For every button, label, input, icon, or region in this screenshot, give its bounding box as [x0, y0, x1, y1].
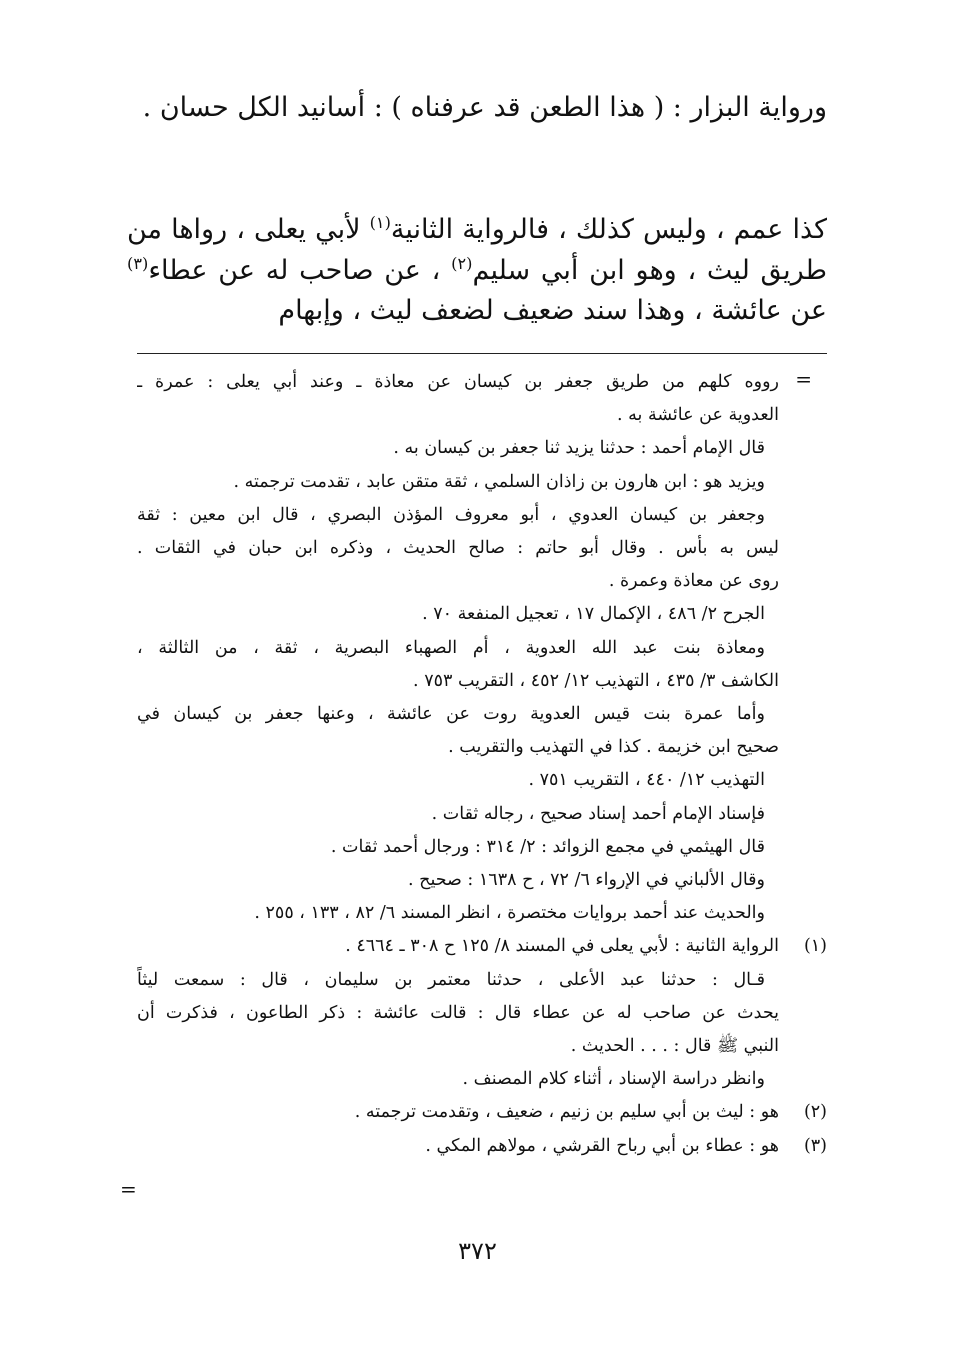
footnote-line-text: قال الإمام أحمد : حدثنا يزيد ثنا جعفر بن كيسان به .: [393, 438, 765, 459]
footnote-line: [137, 432, 827, 465]
footnote-ref-3[interactable]: (٣): [127, 253, 149, 273]
main-paragraph-text: [127, 210, 827, 332]
footnote-line: [137, 764, 827, 797]
footnote-ref-2[interactable]: (٢): [451, 253, 473, 273]
footnote-line-text: يحدث عن صاحب له عن عطاء قال : قالت عائشة : ذكر الطاعون ، فذكرت أن: [137, 1002, 779, 1023]
footnote-line: [137, 1063, 827, 1096]
footnote-line: [137, 698, 827, 731]
top-paragraph: [127, 88, 827, 129]
footnote-line-text: قال الهيثمي في مجمع الزوائد : ٢/ ٣١٤ : ورجال أحمد ثقات .: [330, 836, 765, 857]
continuation-mark-bottom: =: [120, 1177, 137, 1201]
main-text-part-3: ، عن صاحب له عن عطاء: [148, 254, 441, 286]
footnote-line: [137, 466, 827, 499]
footnotes: [137, 366, 827, 1163]
footnote-line: [137, 1130, 827, 1163]
footnote-line-text: صحيح ابن خزيمة . كذا في التهذيب والتقريب .: [448, 737, 779, 758]
footnote-line-text: ويزيد هو : ابن هارون بن زاذان السلمي ، ثقة متقن عابد ، تقدمت ترجمته .: [233, 471, 765, 492]
footnote-line: [137, 632, 827, 665]
footnote-line-text: ومعاذة بنت عبد الله العدوية ، أم الصهباء البصرية ، ثقة ، من الثالثة ،: [137, 637, 765, 658]
footnote-line-text: رووه كلهم من طريق جعفر بن كيسان عن معاذة ـ وعند أبي يعلى : عمرة ـ: [137, 372, 779, 392]
main-paragraph: [127, 210, 827, 332]
main-text-part-1: كذا عمم ، وليس كذلك ، فالرواية الثانية: [390, 214, 827, 245]
footnote-line: [137, 897, 827, 930]
footnote-line-text: الجرح ٢/ ٤٨٦ ، الإكمال ١٧ ، تعجيل المنفعة ٧٠ .: [422, 604, 765, 625]
footnote-line-text: الرواية الثانية : لأبي يعلى في المسند ٨/ ١٢٥ ح ٣٠٨ ـ ٤٦٦٤ .: [345, 936, 779, 957]
footnote-line: [137, 997, 827, 1030]
footnote-line: [137, 1096, 827, 1129]
footnote-line-text: وجعفر بن كيسان العدوي ، أبو معروف المؤذن البصري ، قال ابن معين : ثقة: [137, 504, 765, 525]
footnote-line-text: فإسناد الإمام أحمد إسناد صحيح ، رجاله ثقات .: [431, 803, 765, 824]
footnote-line: [137, 930, 827, 963]
footnote-line: [137, 864, 827, 897]
footnote-line-text: روى عن معاذة وعمرة .: [608, 571, 779, 592]
footnote-number: (٣): [803, 1135, 827, 1156]
footnote-line-text: ليس به بأس . وقال أبو حاتم : صالح الحديث ، وذكره ابن حبان في الثقات .: [137, 538, 779, 559]
main-text-part-4: عن عائشة ، وهذا سند ضعيف لضعف ليث ، وإبهام: [278, 295, 827, 326]
footnote-line: [137, 831, 827, 864]
footnote-line: [137, 1030, 827, 1063]
footnote-number: (٢): [803, 1102, 827, 1123]
footnote-line: [137, 499, 827, 532]
footnote-line: [137, 565, 827, 598]
footnote-line: [137, 665, 827, 698]
footnote-line: [137, 598, 827, 631]
footnote-line-text: النبي ﷺ قال : . . . الحديث .: [570, 1036, 779, 1057]
footnote-line-text: والحديث عند أحمد بروايات مختصرة ، انظر المسند ٦/ ٨٢ ، ١٣٣ ، ٢٥٥ .: [254, 903, 765, 924]
footnote-line: [137, 964, 827, 997]
footnote-line-text: قـال : حدثنا عبد الأعلى ، حدثنا معتمر بن سليمان ، قال : سمعت ليثاً: [137, 969, 765, 990]
main-text-part-2: لأبي يعلى ، رواها من طريق ليث ، وهو ابن أبي سليم: [127, 214, 827, 286]
footnote-number: (١): [803, 936, 827, 957]
footnote-line: [137, 399, 827, 432]
footnote-line-text: العدوية عن عائشة به .: [617, 405, 779, 426]
page-number: ٣٧٢: [458, 1237, 497, 1265]
footnote-line: [137, 731, 827, 764]
footnote-line-text: وأما عمرة بنت قيس العدوية روت عن عائشة ، وعنها جعفر بن كيسان في: [137, 704, 765, 725]
footnote-line-text: الكاشف ٣/ ٤٣٥ ، التهذيب ١٢/ ٤٥٢ ، التقريب ٧٥٣ .: [413, 670, 779, 691]
continuation-mark-top: =: [795, 367, 812, 391]
footnote-line-text: وانظر دراسة الإسناد ، أثناء كلام المصنف .: [462, 1069, 765, 1090]
footnote-line-text: هو : ليث بن أبي سليم بن زنيم ، ضعيف ، وتقدمت ترجمته .: [354, 1102, 779, 1123]
footnote-ref-1[interactable]: (١): [369, 213, 391, 232]
footnote-separator: [137, 353, 827, 354]
footnote-line-text: التهذيب ١٢/ ٤٤٠ ، التقريب ٧٥١ .: [528, 770, 765, 791]
top-paragraph-text: ورواية البزار : ( هذا الطعن قد عرفناه ) : أسانيد الكل حسان .: [142, 92, 827, 123]
footnote-line: [137, 798, 827, 831]
footnote-line-text: وقال الألباني في الإرواء ٦/ ٧٢ ، ح ١٦٣٨ : صحيح .: [408, 870, 765, 891]
footnote-line-text: هو : عطاء بن أبي رباح القرشي ، مولاهم المكي .: [425, 1135, 779, 1156]
footnote-line: [137, 366, 827, 399]
footnote-line: [137, 532, 827, 565]
